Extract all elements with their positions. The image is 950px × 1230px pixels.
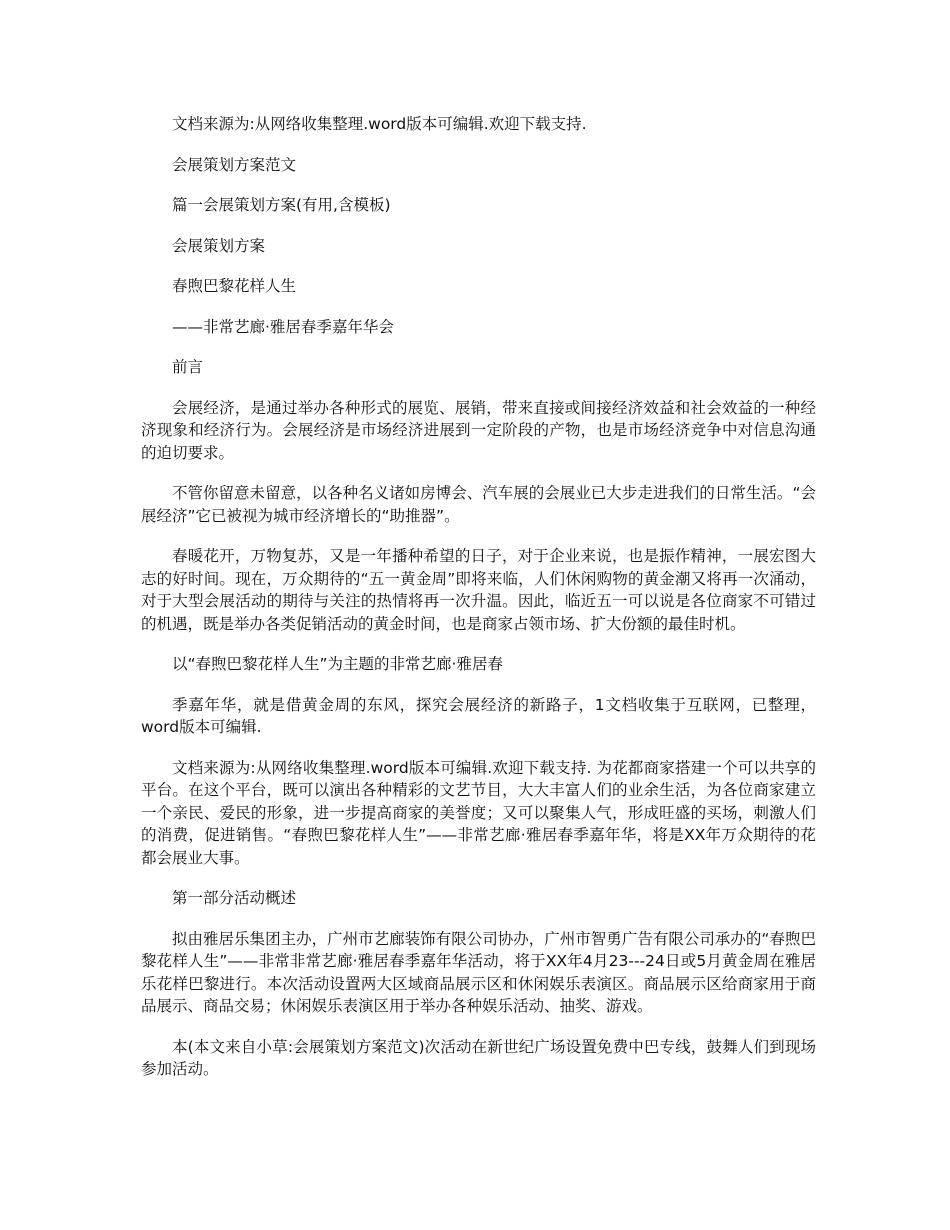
- header-note: 文档来源为:从网络收集整理.word版本可编辑.欢迎下载支持.: [172, 115, 587, 133]
- paragraph: 会展经济，是通过举办各种形式的展览、展销，带来直接或间接经济效益和社会效益的一种经济现象和经济行为。会展经济是市场经济进展到一定阶段的产物，也是市场经济竞争中对信息沟通的迫切要求。: [141, 398, 816, 462]
- doc-title: 会展策划方案范文: [172, 155, 297, 174]
- paragraph: 不管你留意未留意，以各种名义诸如房博会、汽车展的会展业已大步走进我们的日常生活。“会展经济”它已被视为城市经济增长的“助推器”。: [141, 484, 816, 525]
- paragraph: 季嘉年华，就是借黄金周的东风，探究会展经济的新路子，1文档收集于互联网，已整理，word版本可编辑.: [141, 695, 816, 736]
- section-title: 会展策划方案: [172, 236, 266, 255]
- preface-heading: 前言: [172, 358, 204, 376]
- paragraph: 本(本文来自小草:会展策划方案范文)次活动在新世纪广场设置免费中巴专线，鼓舞人们到现场参加活动。: [141, 1037, 816, 1078]
- event-name: 春煦巴黎花样人生: [172, 277, 297, 295]
- part1-heading: 第一部分活动概述: [172, 889, 297, 907]
- paragraph: 拟由雅居乐集团主办，广州市艺廊装饰有限公司协办，广州市智勇广告有限公司承办的“春煦巴黎花样人生”——非常非常艺廊·雅居春季嘉年华活动，将于XX年4月23---24日或5月黄金周在雅居乐花样巴黎进行。本次活动设置两大区域商品展示区和休闲娱乐表演区。商品展示区给商家用于商品展示、商品交易；休闲娱乐表演区用于举办各种娱乐活动、抽奖、游戏。: [141, 929, 816, 1015]
- theme-line: 以“春煦巴黎花样人生”为主题的非常艺廊·雅居春: [172, 655, 503, 673]
- paragraph: 文档来源为:从网络收集整理.word版本可编辑.欢迎下载支持. 为花都商家搭建一个可以共享的平台。在这个平台，既可以演出各种精彩的文艺节目，大大丰富人们的业余生活，为各位商家建立一个亲民、爱民的形象，进一步提高商家的美誉度；又可以聚集人气，形成旺盛的买场，刺激人们的消费，促进销售。“春煦巴黎花样人生”——非常艺廊·雅居春季嘉年华，将是XX年万众期待的花都会展业大事。: [141, 758, 816, 867]
- subtitle: 篇一会展策划方案(有用,含模板): [172, 196, 391, 214]
- event-tagline: ——非常艺廊·雅居春季嘉年华会: [172, 317, 394, 336]
- paragraph: 春暖花开，万物复苏，又是一年播种希望的日子，对于企业来说，也是振作精神，一展宏图大志的好时间。现在，万众期待的“五一黄金周”即将来临，人们休闲购物的黄金潮又将再一次涌动，对于大型会展活动的期待与关注的热情将再一次升温。因此，临近五一可以说是各位商家不可错过的机遇，既是举办各类促销活动的黄金时间，也是商家占领市场、扩大份额的最佳时机。: [141, 547, 816, 633]
- document-body: [141, 113, 816, 1099]
